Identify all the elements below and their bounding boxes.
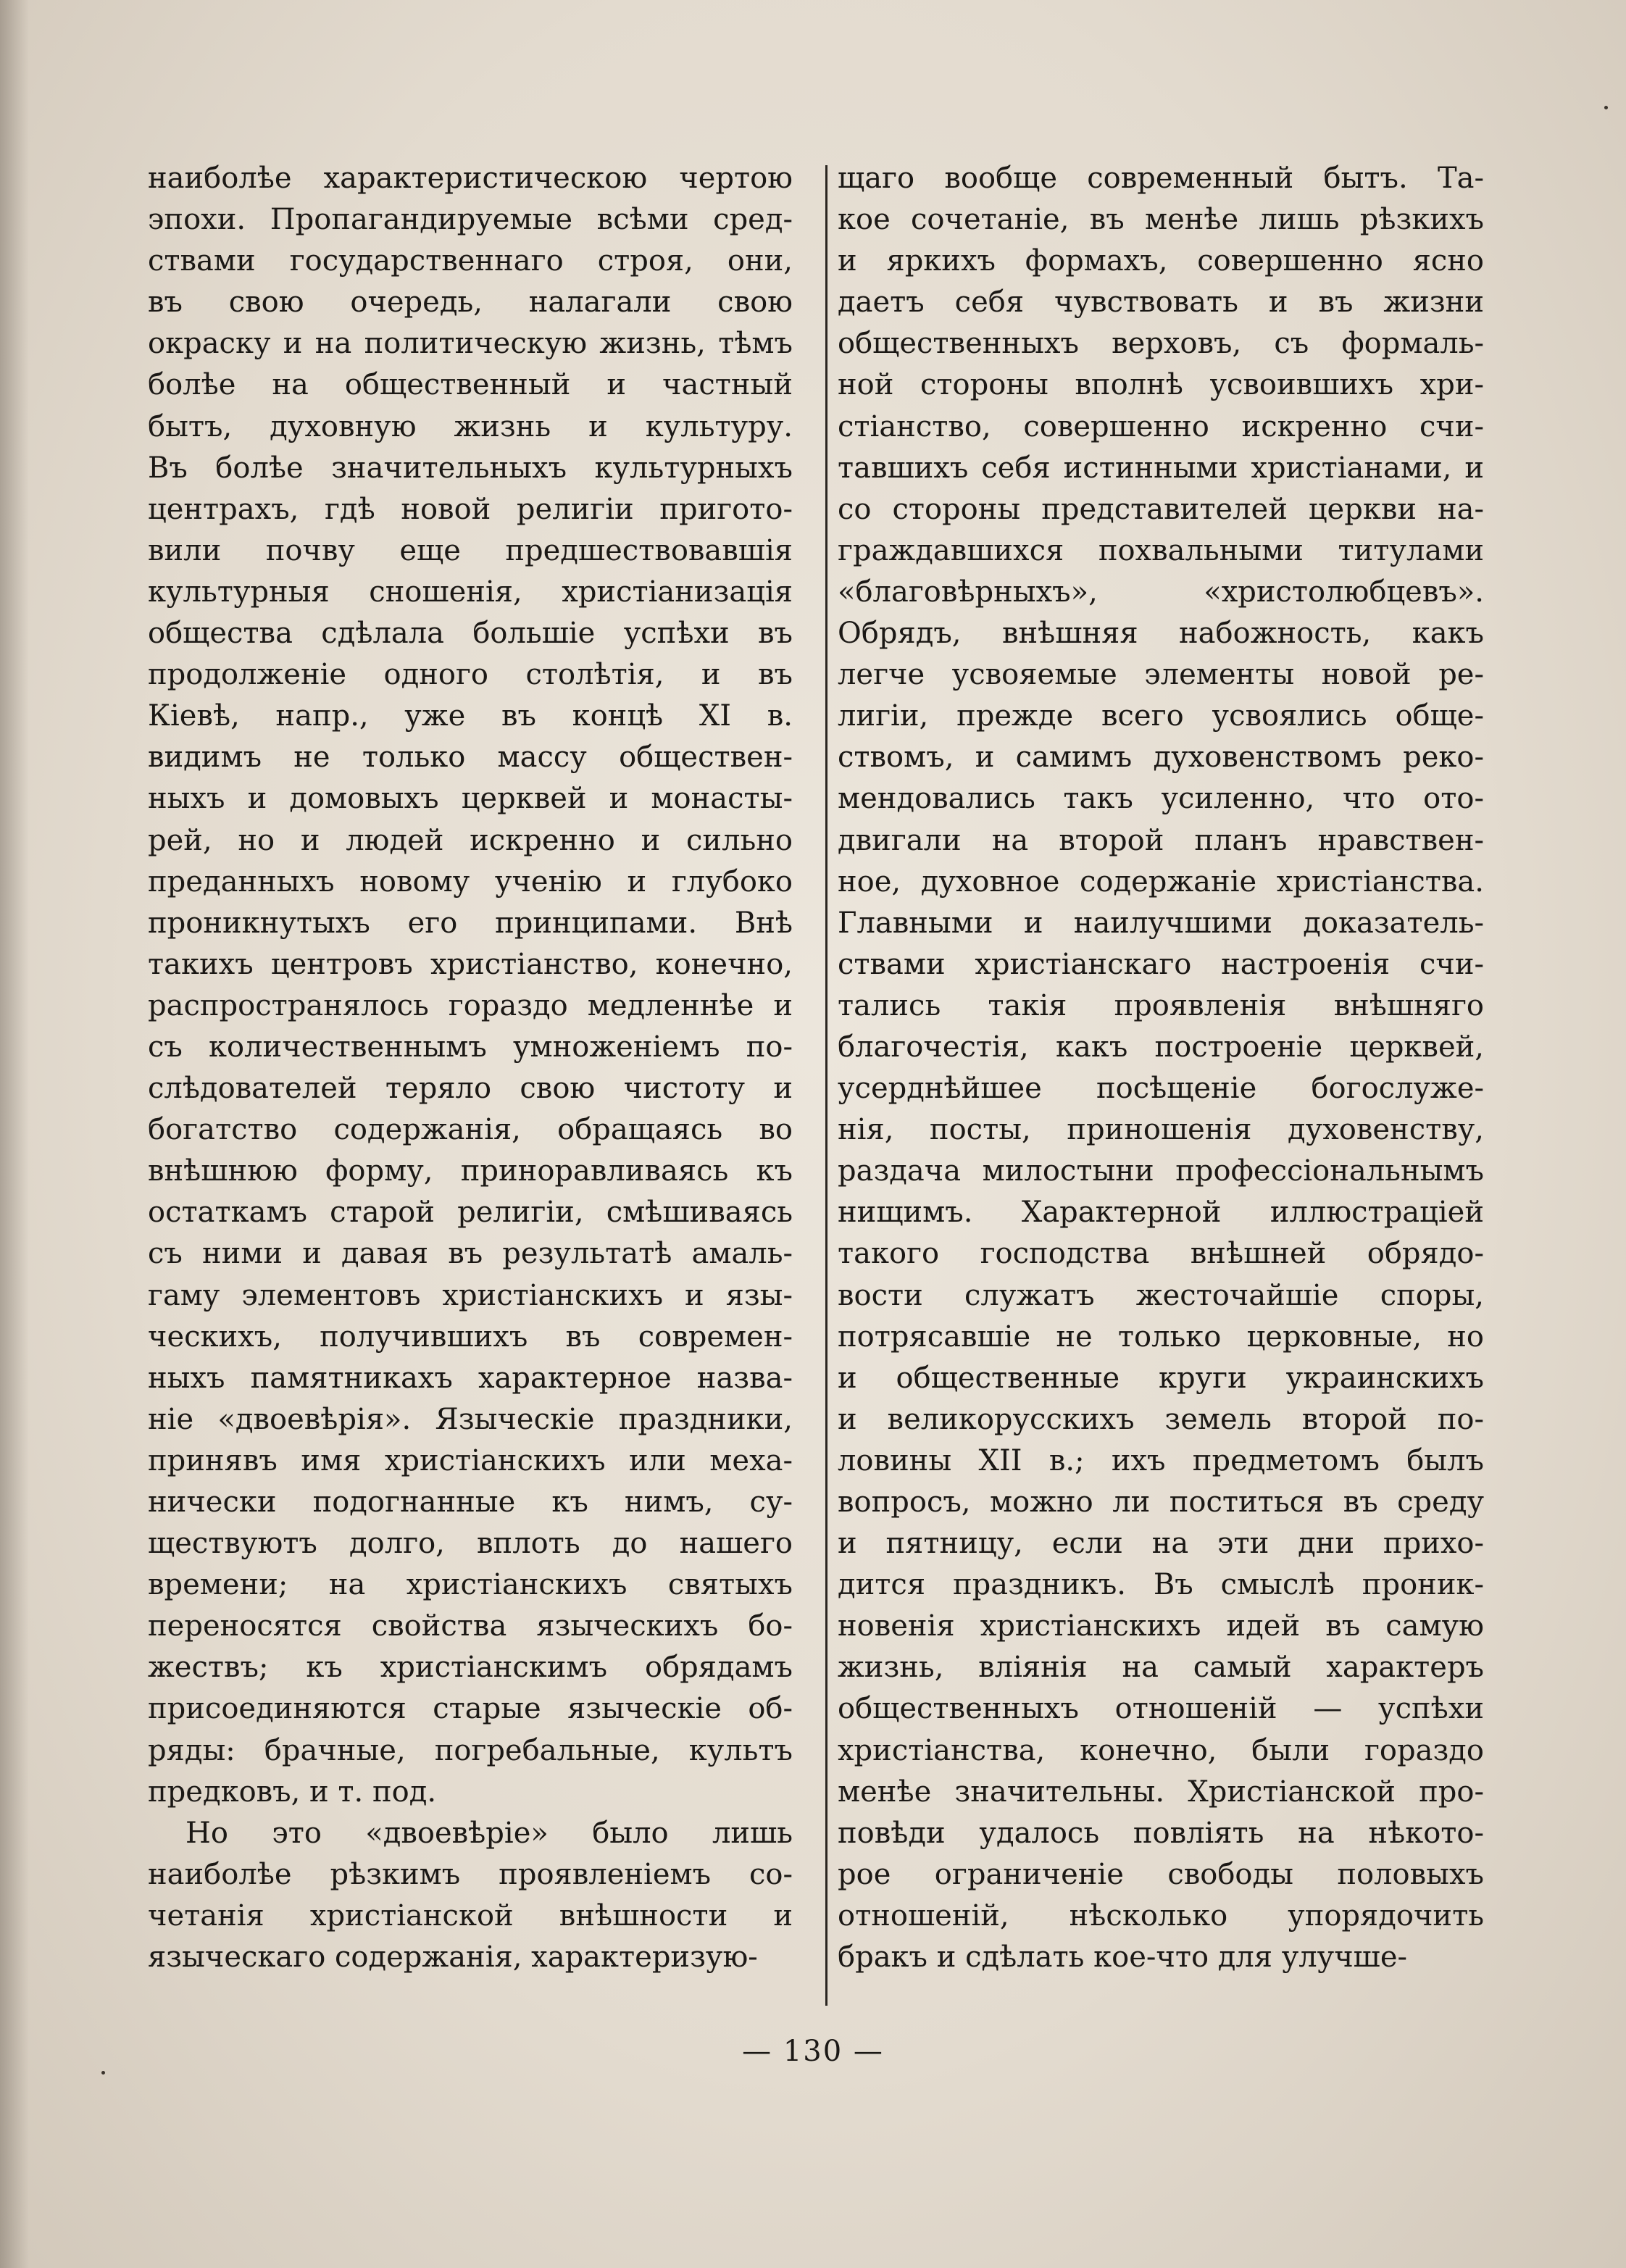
text-line: ніе «двоевѣрія». Языческіе праздники, bbox=[148, 1402, 793, 1436]
text-line: продолженіе одного столѣтія, и въ bbox=[148, 658, 793, 692]
text-line: усерднѣйшее посѣщеніе богослуже- bbox=[838, 1072, 1484, 1106]
page-number: — 130 — bbox=[742, 2035, 884, 2068]
text-line: языческаго содержанія, характеризую- bbox=[148, 1940, 758, 1975]
page-edge-shadow bbox=[0, 0, 29, 2268]
text-line: жествъ; къ христіанскимъ обрядамъ bbox=[148, 1651, 793, 1685]
text-line: съ количественнымъ умноженіемъ по- bbox=[148, 1030, 793, 1064]
text-line: ствомъ, и самимъ духовенствомъ реко- bbox=[838, 741, 1484, 775]
text-line: времени; на христіанскихъ святыхъ bbox=[148, 1568, 793, 1602]
text-line: такого господства внѣшней обрядо- bbox=[838, 1237, 1484, 1271]
text-line: преданныхъ новому ученію и глубоко bbox=[148, 864, 793, 899]
text-line: эпохи. Пропагандируемые всѣми сред- bbox=[148, 203, 793, 237]
text-line: ществуютъ долго, вплоть до нашего bbox=[148, 1527, 793, 1561]
text-line: рое ограниченіе свободы половыхъ bbox=[838, 1857, 1484, 1891]
text-line: рей, но и людей искренно и сильно bbox=[148, 823, 793, 857]
speck bbox=[101, 2071, 105, 2075]
text-line: двигали на второй планъ нравствен- bbox=[838, 823, 1484, 857]
text-line: ловины XII в.; ихъ предметомъ былъ bbox=[838, 1443, 1484, 1477]
text-line: распространялось гораздо медленнѣе и bbox=[148, 988, 793, 1022]
text-line: съ ними и давая въ результатѣ амаль- bbox=[148, 1237, 793, 1271]
text-line: такихъ центровъ христіанство, конечно, bbox=[148, 947, 793, 981]
text-line: потрясавшіе не только церковные, но bbox=[838, 1319, 1484, 1354]
text-line: Въ болѣе значительныхъ культурныхъ bbox=[148, 451, 793, 485]
text-line: внѣшнюю форму, приноравливаясь къ bbox=[148, 1154, 793, 1188]
text-line: жизнь, вліянія на самый характеръ bbox=[838, 1651, 1484, 1685]
text-line: общественныхъ отношеній — успѣхи bbox=[838, 1692, 1484, 1726]
text-line: Обрядъ, внѣшняя набожность, какъ bbox=[838, 617, 1484, 651]
text-line: ствами государственнаго строя, они, bbox=[148, 244, 793, 278]
text-line: культурныя сношенія, христіанизація bbox=[148, 575, 793, 609]
text-line: и общественные круги украинскихъ bbox=[838, 1361, 1484, 1395]
text-line: христіанства, конечно, были гораздо bbox=[838, 1733, 1484, 1767]
text-line: нищимъ. Характерной иллюстраціей bbox=[838, 1196, 1484, 1230]
text-line: и великорусскихъ земель второй по- bbox=[838, 1402, 1484, 1436]
text-line: граждавшихся похвальными титулами bbox=[838, 533, 1484, 567]
text-line: ное, духовное содержаніе христіанства. bbox=[838, 864, 1484, 899]
text-line: ной стороны вполнѣ усвоившихъ хри- bbox=[838, 368, 1484, 402]
text-line: богатство содержанія, обращаясь во bbox=[148, 1113, 793, 1147]
text-line: вости служатъ жесточайшіе споры, bbox=[838, 1278, 1484, 1312]
text-line: вили почву еще предшествовавшія bbox=[148, 533, 793, 567]
text-line: благочестія, какъ построеніе церквей, bbox=[838, 1030, 1484, 1064]
text-line: проникнутыхъ его принципами. Внѣ bbox=[148, 906, 793, 940]
right-text-column bbox=[838, 158, 1484, 1978]
text-line: стіанство, совершенно искренно счи- bbox=[838, 409, 1484, 443]
text-line: бытъ, духовную жизнь и культуру. bbox=[148, 409, 793, 443]
text-line: четанія христіанской внѣшности и bbox=[148, 1898, 793, 1933]
text-line: болѣе на общественный и частный bbox=[148, 368, 793, 402]
text-line: тавшихъ себя истинными христіанами, и bbox=[838, 451, 1484, 485]
text-line: ряды: брачные, погребальные, культъ bbox=[148, 1733, 793, 1767]
text-line: новенія христіанскихъ идей въ самую bbox=[838, 1609, 1484, 1643]
speck bbox=[1604, 106, 1608, 109]
text-line: тались такія проявленія внѣшняго bbox=[838, 988, 1484, 1022]
left-text-column bbox=[148, 158, 793, 1978]
text-line: мендовались такъ усиленно, что ото- bbox=[838, 782, 1484, 816]
text-line: менѣе значительны. Христіанской про- bbox=[838, 1775, 1484, 1809]
text-line: Кіевѣ, напр., уже въ концѣ XI в. bbox=[148, 699, 793, 733]
text-line: наиболѣе рѣзкимъ проявленіемъ со- bbox=[148, 1857, 793, 1891]
text-line: переносятся свойства языческихъ бо- bbox=[148, 1609, 793, 1643]
text-line: предковъ, и т. под. bbox=[148, 1775, 437, 1809]
text-line: и яркихъ формахъ, совершенно ясно bbox=[838, 244, 1484, 278]
text-line: ныхъ памятникахъ характерное назва- bbox=[148, 1361, 793, 1395]
text-line: наиболѣе характеристическою чертою bbox=[148, 162, 793, 195]
text-line: окраску и на политическую жизнь, тѣмъ bbox=[148, 327, 793, 361]
text-line: со стороны представителей церкви на- bbox=[838, 492, 1484, 526]
text-line: лигіи, прежде всего усвоялись обще- bbox=[838, 699, 1484, 733]
text-line: раздача милостыни профессіональнымъ bbox=[838, 1154, 1484, 1188]
text-line: общественныхъ верховъ, съ формаль- bbox=[838, 327, 1484, 361]
text-line: ствами христіанскаго настроенія счи- bbox=[838, 947, 1484, 981]
text-line: даетъ себя чувствовать и въ жизни bbox=[838, 285, 1484, 320]
text-line: «благовѣрныхъ», «христолюбцевъ». bbox=[838, 575, 1484, 609]
text-line: присоединяются старые языческіе об- bbox=[148, 1692, 793, 1726]
text-line: отношеній, нѣсколько упорядочить bbox=[838, 1898, 1484, 1933]
text-line: Главными и наилучшими доказатель- bbox=[838, 906, 1484, 940]
text-line: центрахъ, гдѣ новой религіи пригото- bbox=[148, 492, 793, 526]
text-line: легче усвояемые элементы новой ре- bbox=[838, 658, 1484, 692]
text-line: видимъ не только массу обществен- bbox=[148, 741, 793, 775]
text-line: кое сочетаніе, въ менѣе лишь рѣзкихъ bbox=[838, 203, 1484, 237]
text-line: ческихъ, получившихъ въ современ- bbox=[148, 1319, 793, 1354]
text-line: гаму элементовъ христіанскихъ и язы- bbox=[148, 1278, 793, 1312]
text-line: дится праздникъ. Въ смыслѣ проник- bbox=[838, 1568, 1484, 1602]
text-line: въ свою очередь, налагали свою bbox=[148, 285, 793, 320]
column-divider-rule bbox=[825, 165, 827, 2006]
text-line: повѣди удалось повліять на нѣкото- bbox=[838, 1816, 1484, 1850]
text-line: нически подогнанные къ нимъ, су- bbox=[148, 1485, 793, 1519]
text-line: бракъ и сдѣлать кое-что для улучше- bbox=[838, 1940, 1408, 1975]
text-line: вопросъ, можно ли поститься въ среду bbox=[838, 1485, 1484, 1519]
text-line: слѣдователей теряло свою чистоту и bbox=[148, 1072, 793, 1106]
text-line: щаго вообще современный бытъ. Та- bbox=[838, 162, 1484, 195]
text-line: нія, посты, приношенія духовенству, bbox=[838, 1113, 1484, 1147]
text-line: остаткамъ старой религіи, смѣшиваясь bbox=[148, 1196, 793, 1230]
text-line: Но это «двоевѣріе» было лишь bbox=[185, 1816, 793, 1850]
text-line: общества сдѣлала большіе успѣхи въ bbox=[148, 617, 793, 651]
text-line: ныхъ и домовыхъ церквей и монасты- bbox=[148, 782, 793, 816]
text-line: принявъ имя христіанскихъ или меха- bbox=[148, 1443, 793, 1477]
text-line: и пятницу, если на эти дни прихо- bbox=[838, 1527, 1484, 1561]
